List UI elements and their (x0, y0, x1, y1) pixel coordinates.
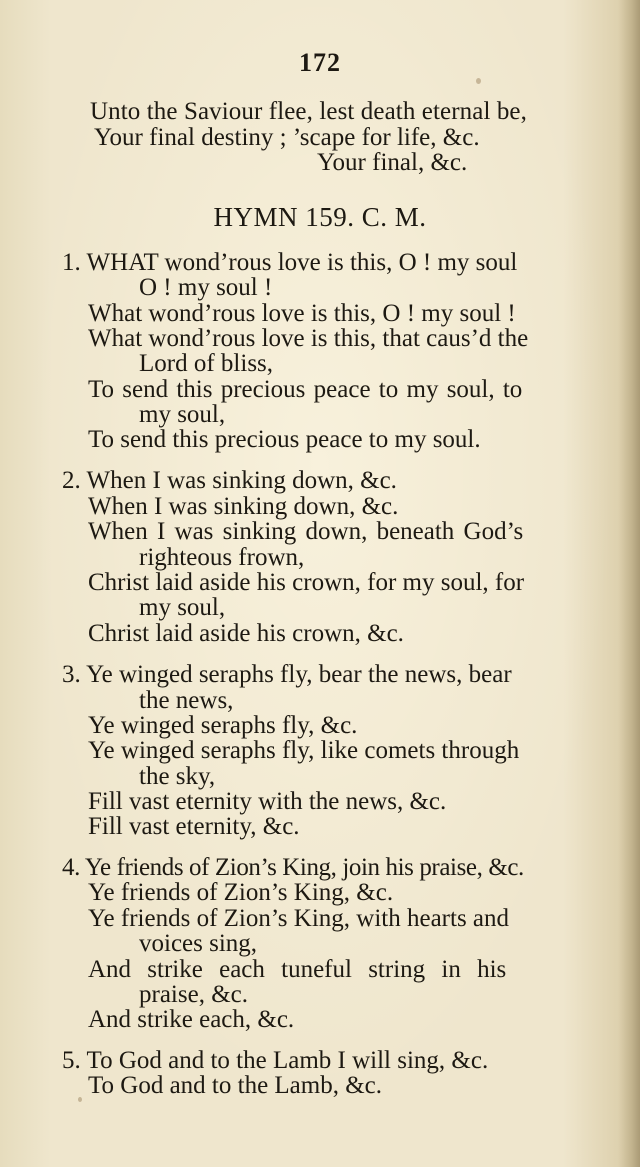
stanza-line: 4. Ye friends of Zion’s King, join his praise, &c. (62, 854, 524, 881)
stanza-line: Christ laid aside his crown, &c. (88, 620, 404, 647)
stanza-line: righteous frown, (139, 544, 305, 571)
stanza-line: Ye friends of Zion’s King, &c. (88, 879, 394, 906)
carryover-line: Unto the Saviour flee, lest death eternal be, (90, 98, 527, 125)
stanza-line: What wond’rous love is this, that caus’d the (88, 325, 529, 352)
paper-spot (476, 78, 481, 84)
stanza-line: 3. Ye winged seraphs fly, bear the news, bear (62, 661, 512, 688)
stanza-line: To God and to the Lamb, &c. (88, 1072, 383, 1099)
stanza-line: 1. WHAT wond’rous love is this, O ! my soul (62, 249, 518, 276)
carryover-line: Your final, &c. (317, 149, 468, 176)
stanza-line: 2. When I was sinking down, &c. (62, 467, 397, 494)
stanza-line: voices sing, (139, 930, 258, 957)
paper-spot (78, 1097, 82, 1102)
stanza-line: the news, (139, 687, 234, 714)
stanza-line: And strike each, &c. (88, 1006, 295, 1033)
stanza-line: Fill vast eternity, &c. (88, 813, 300, 840)
stanza-line: 5. To God and to the Lamb I will sing, &c. (62, 1047, 489, 1074)
stanza-line: To send this precious peace to my soul. (88, 426, 481, 453)
stanza-line: When I was sinking down, beneath God’s (88, 518, 524, 545)
stanza-line: Christ laid aside his crown, for my soul, for (88, 569, 525, 596)
stanza-line: my soul, (139, 594, 226, 621)
stanza-line: What wond’rous love is this, O ! my soul ! (88, 300, 516, 327)
stanza-line: When I was sinking down, &c. (88, 493, 399, 520)
stanza-line: And strike each tuneful string in his (88, 956, 507, 983)
stanza-line: my soul, (139, 401, 226, 428)
stanza-line: O ! my soul ! (139, 274, 273, 301)
hymn-title: HYMN 159. C. M. (213, 202, 427, 232)
stanza-line: the sky, (139, 763, 216, 790)
stanza-line: Ye winged seraphs fly, &c. (88, 712, 358, 739)
stanza-line: Ye friends of Zion’s King, with hearts and (88, 905, 510, 932)
stanza-line: To send this precious peace to my soul, to (88, 376, 523, 403)
page-edge-shadow (618, 0, 640, 1167)
stanza-line: Lord of bliss, (139, 350, 274, 377)
carryover-line: Your final destiny ; ’scape for life, &c. (94, 124, 480, 151)
stanza-line: Ye winged seraphs fly, like comets through (88, 737, 520, 764)
stanza-line: Fill vast eternity with the news, &c. (88, 788, 447, 815)
stanza-line: praise, &c. (139, 981, 248, 1008)
page-number: 172 (299, 48, 341, 77)
